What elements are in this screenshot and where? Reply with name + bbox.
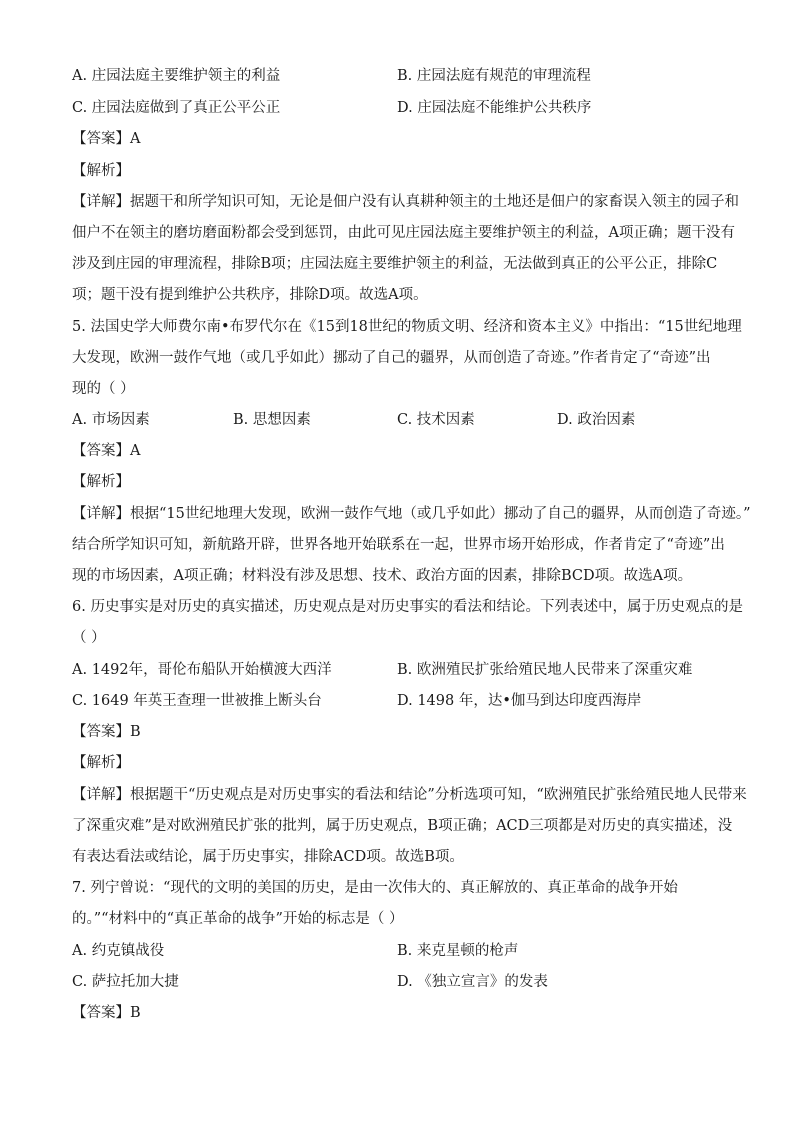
q5-stem-line: 大发现，欧洲一鼓作气地（或几乎如此）挪动了自己的疆界，从而创造了奇迹。”作者肯定了“奇迹”出 bbox=[72, 350, 711, 366]
q5-detail-line: 【详解】根据“15世纪地理大发现，欧洲一鼓作气地（或几乎如此）挪动了自己的疆界，从而创造了奇迹。” bbox=[72, 506, 751, 522]
q4-detail-line: 项；题干没有提到维护公共秩序，排除D项。故选A项。 bbox=[72, 287, 428, 303]
q6-detail-line: 了深重灾难”是对欧洲殖民扩张的批判，属于历史观点，B项正确；ACD三项都是对历史的真实描述，没 bbox=[72, 818, 733, 834]
q7-answer: 【答案】B bbox=[72, 1005, 141, 1021]
q7-option-b: B. 来克星顿的枪声 bbox=[397, 943, 519, 959]
q4-option-d: D. 庄园法庭不能维护公共秩序 bbox=[397, 100, 592, 116]
q7-option-a: A. 约克镇战役 bbox=[72, 943, 165, 959]
q4-option-a: A. 庄园法庭主要维护领主的利益 bbox=[72, 68, 281, 84]
q4-analysis-label: 【解析】 bbox=[72, 163, 130, 179]
q5-option-c: C. 技术因素 bbox=[397, 412, 475, 428]
q6-detail-line: 【详解】根据题干“历史观点是对历史事实的看法和结论”分析选项可知，“欧洲殖民扩张给殖民地人民带来 bbox=[72, 787, 747, 803]
q6-option-c: C. 1649 年英王查理一世被推上断头台 bbox=[72, 693, 322, 709]
q7-stem-line: 的。”“材料中的“真正革命的战争”开始的标志是（ ） bbox=[72, 911, 404, 927]
q5-stem-line: 现的（ ） bbox=[72, 381, 135, 397]
q6-option-d: D. 1498 年，达•伽马到达印度西海岸 bbox=[397, 693, 642, 709]
q4-answer: 【答案】A bbox=[72, 131, 141, 147]
q4-detail-line: 佃户不在领主的磨坊磨面粉都会受到惩罚，由此可见庄园法庭主要维护领主的利益，A项正确；题干没有 bbox=[72, 225, 735, 241]
q4-option-b: B. 庄园法庭有规范的审理流程 bbox=[397, 68, 591, 84]
q4-detail-line: 【详解】据题干和所学知识可知，无论是佃户没有认真耕种领主的土地还是佃户的家畜误入领主的园子和 bbox=[72, 194, 739, 210]
q4-option-c: C. 庄园法庭做到了真正公平公正 bbox=[72, 100, 281, 116]
q4-detail-line: 涉及到庄园的审理流程，排除B项；庄园法庭主要维护领主的利益，无法做到真正的公平公正，排除C bbox=[72, 256, 718, 272]
q6-option-a: A. 1492年，哥伦布船队开始横渡大西洋 bbox=[72, 662, 332, 678]
q6-option-b: B. 欧洲殖民扩张给殖民地人民带来了深重灾难 bbox=[397, 662, 693, 678]
q5-analysis-label: 【解析】 bbox=[72, 474, 130, 490]
q5-detail-line: 现的市场因素，A项正确；材料没有涉及思想、技术、政治方面的因素，排除BCD项。故选A项。 bbox=[72, 568, 693, 584]
q6-answer: 【答案】B bbox=[72, 724, 141, 740]
q5-option-d: D. 政治因素 bbox=[557, 412, 636, 428]
q5-stem-line: 5. 法国史学大师费尔南•布罗代尔在《15到18世纪的物质文明、经济和资本主义》中指出：“15世纪地理 bbox=[72, 319, 742, 335]
q5-answer: 【答案】A bbox=[72, 443, 141, 459]
q5-detail-line: 结合所学知识可知，新航路开辟，世界各地开始联系在一起，世界市场开始形成，作者肯定了“奇迹”出 bbox=[72, 537, 725, 553]
q6-stem-line: （ ） bbox=[72, 630, 106, 646]
q7-option-c: C. 萨拉托加大捷 bbox=[72, 974, 179, 990]
q6-detail-line: 有表达看法或结论，属于历史事实，排除ACD项。故选B项。 bbox=[72, 849, 464, 865]
q5-option-b: B. 思想因素 bbox=[233, 412, 311, 428]
q7-option-d: D. 《独立宣言》的发表 bbox=[397, 974, 548, 990]
q6-stem-line: 6. 历史事实是对历史的真实描述，历史观点是对历史事实的看法和结论。下列表述中，属于历史观点的是 bbox=[72, 599, 743, 615]
q7-stem-line: 7. 列宁曾说：“现代的文明的美国的历史，是由一次伟大的、真正解放的、真正革命的战争开始 bbox=[72, 880, 678, 896]
q6-analysis-label: 【解析】 bbox=[72, 755, 130, 771]
q5-option-a: A. 市场因素 bbox=[72, 412, 150, 428]
